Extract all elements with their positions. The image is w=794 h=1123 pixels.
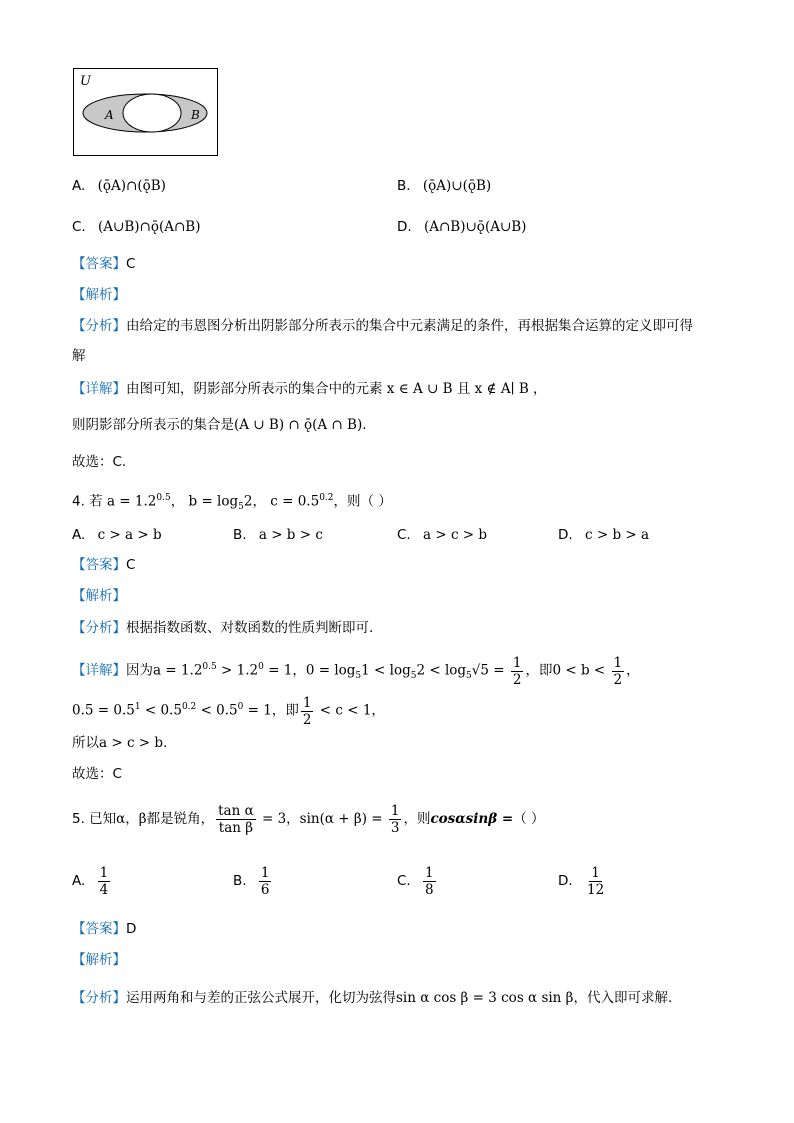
detail-math: = 1	[243, 702, 272, 719]
q4-analysis-heading	[72, 586, 126, 606]
choose-text: 故选：C	[72, 766, 122, 782]
q3-fenxi-line1	[72, 316, 693, 336]
q3-choose	[72, 452, 126, 472]
fraction-one-half	[301, 695, 314, 728]
sep: ，	[125, 811, 139, 827]
frac-den: 2	[613, 671, 623, 688]
option-expression: c > b > a	[584, 527, 650, 543]
frac-num: tan α	[218, 803, 254, 819]
stem-math: 2	[243, 493, 253, 510]
frac-num: 1	[613, 654, 623, 671]
detail-math: 2 < log	[416, 662, 467, 679]
fenxi-text: 根据指数函数、对数函数的性质判断即可.	[126, 620, 374, 636]
detail-math: 0.5 = 0.5	[72, 702, 135, 719]
detail-text: ，即	[271, 702, 299, 719]
fenxi-math: sin α cos β = 3 cos α sin β	[396, 990, 574, 1006]
q4-fenxi	[72, 618, 373, 638]
option-fraction	[98, 865, 111, 898]
q5-fenxi	[72, 988, 672, 1008]
frac-den: 3	[390, 820, 400, 836]
frac-den: 4	[99, 882, 109, 898]
answer-value: C	[126, 557, 136, 573]
detail-math: 0 = log	[305, 662, 356, 679]
q5-option-b	[233, 862, 273, 900]
q4-option-d	[558, 525, 649, 545]
fenxi-text: 运用两角和与差的正弦公式展开，化切为弦得	[126, 990, 396, 1006]
frac-den: tan β	[218, 820, 254, 836]
detail-text: ，	[371, 702, 385, 719]
detail-tag: 【详解】	[72, 662, 126, 679]
option-expression: a > c > b	[423, 527, 488, 543]
q4-detail-line1	[72, 650, 640, 693]
stem-math: a = 1.2	[106, 493, 157, 510]
stem-math: sin(α + β) =	[299, 811, 387, 827]
option-letter: D.	[558, 527, 573, 543]
detail-text: 所以	[72, 735, 99, 751]
q5-option-d	[558, 862, 608, 900]
detail-text: ，	[533, 381, 547, 397]
fraction-one-third	[389, 803, 402, 836]
q4-option-a	[72, 525, 162, 545]
detail-text: 且	[456, 381, 471, 397]
detail-math: 0 < b <	[552, 662, 610, 679]
q4-detail-line2	[72, 690, 385, 728]
fenxi-tag: 【分析】	[72, 620, 126, 636]
detail-math: x ∈ A ∪ B	[386, 381, 453, 397]
stem-math: = 3	[257, 811, 287, 827]
fenxi-text-cont: 解	[72, 348, 86, 364]
q3-option-d	[397, 217, 526, 237]
fenxi-tag: 【分析】	[72, 318, 126, 334]
detail-exp: 1	[134, 702, 141, 712]
detail-exp: 0	[237, 702, 244, 712]
frac-num: 1	[260, 865, 270, 881]
option-expression: (A∩B)∪ǭ(A∪B)	[423, 219, 527, 235]
q5-stem	[72, 800, 544, 838]
q3-detail-line2	[72, 415, 367, 435]
q3-option-c	[72, 217, 201, 237]
detail-text: 由图可知，阴影部分所表示的集合中的元素	[126, 381, 383, 397]
detail-math: a > c > b	[99, 735, 164, 751]
sep: ，	[170, 493, 185, 510]
venn-label-u: U	[80, 74, 91, 89]
detail-tag: 【详解】	[72, 381, 126, 397]
venn-label-a: A	[105, 108, 114, 122]
option-expression: (ǭA)∪(ǭB)	[422, 178, 492, 194]
detail-text: .	[362, 417, 367, 433]
option-fraction	[423, 865, 436, 898]
detail-math: x ∉ A∣ B	[474, 381, 529, 397]
q4-option-b	[233, 525, 323, 545]
detail-text: ，即	[525, 662, 553, 679]
stem-exp: 0.5	[156, 493, 171, 503]
frac-num: 1	[425, 865, 434, 881]
answer-tag: 【答案】	[72, 256, 126, 272]
detail-math: √5 =	[471, 662, 509, 679]
stem-math: c = 0.5	[270, 493, 320, 510]
fenxi-text: 由给定的韦恩图分析出阴影部分所表示的集合中元素满足的条件，再根据集合运算的定义即可得	[126, 318, 693, 334]
analysis-tag: 【解析】	[72, 287, 126, 303]
stem-suffix: （ ）	[513, 811, 545, 827]
q3-analysis-heading	[72, 285, 126, 305]
detail-exp: 0.2	[181, 702, 197, 712]
q3-option-a	[72, 176, 166, 196]
option-letter: B.	[397, 178, 411, 194]
q5-analysis-heading	[72, 950, 126, 970]
option-expression: (A∪B)∩ǭ(A∩B)	[98, 219, 201, 235]
option-expression: a > b > c	[258, 527, 323, 543]
answer-tag: 【答案】	[72, 557, 126, 573]
detail-math: = 1	[263, 662, 293, 679]
analysis-tag: 【解析】	[72, 952, 126, 968]
frac-num: 1	[512, 654, 522, 671]
option-expression: (ǭA)∩(ǭB)	[97, 178, 166, 194]
option-letter: A.	[72, 873, 86, 889]
fraction-one-half	[612, 655, 625, 688]
stem-target: cosαsinβ =	[430, 811, 514, 827]
frac-den: 12	[586, 882, 605, 898]
option-expression: c > a > b	[97, 527, 162, 543]
choose-text: 故选：C.	[72, 454, 127, 470]
option-letter: D.	[397, 219, 412, 235]
stem-text: ，则	[403, 811, 431, 827]
fraction-tan-ratio	[216, 803, 256, 836]
option-letter: A.	[72, 178, 86, 194]
q5-option-c	[397, 862, 438, 900]
detail-math: < 0.5	[140, 702, 182, 719]
sep: ，	[252, 493, 266, 510]
answer-value: D	[126, 921, 137, 937]
option-letter: C.	[397, 527, 411, 543]
q3-answer	[72, 254, 135, 274]
q4-stem	[72, 488, 392, 517]
stem-text: 都是锐角，	[146, 811, 215, 827]
detail-text: 因为	[126, 662, 153, 679]
detail-math: (A ∪ B) ∩ ǭ(A ∩ B)	[234, 417, 363, 433]
q3-fenxi-line2	[72, 346, 86, 366]
detail-exp: 0.5	[202, 662, 217, 672]
frac-num: 1	[99, 865, 109, 881]
detail-math: > 1.2	[216, 662, 259, 679]
answer-value: C	[126, 256, 136, 272]
option-letter: C.	[72, 219, 86, 235]
q4-option-c	[397, 525, 487, 545]
option-letter: B.	[233, 527, 247, 543]
venn-diagram	[73, 68, 219, 158]
option-letter: D.	[558, 873, 573, 889]
detail-math: < 0.5	[196, 702, 238, 719]
stem-sub: 5	[238, 502, 244, 513]
q5-answer	[72, 919, 136, 939]
frac-den: 8	[425, 882, 434, 898]
frac-num: 1	[591, 865, 600, 881]
frac-den: 6	[260, 882, 270, 898]
sep: ，	[626, 662, 640, 679]
option-letter: B.	[233, 873, 247, 889]
option-fraction	[585, 865, 606, 898]
analysis-tag: 【解析】	[72, 588, 126, 604]
frac-num: 1	[302, 694, 312, 711]
q3-detail-line1	[72, 379, 547, 399]
option-letter: A.	[72, 527, 86, 543]
answer-tag: 【答案】	[72, 921, 126, 937]
detail-text: .	[163, 735, 168, 751]
detail-sub: 5	[355, 671, 362, 682]
detail-math: a = 1.2	[153, 662, 203, 679]
option-fraction	[259, 865, 272, 898]
question-number: 5. 已知	[72, 811, 117, 827]
detail-exp: 0	[258, 662, 264, 672]
stem-math: b = log	[188, 493, 239, 510]
stem-math: α	[116, 811, 126, 827]
detail-math: 1 < log	[361, 662, 411, 679]
detail-text: 则阴影部分所表示的集合是	[72, 417, 234, 433]
frac-num: 1	[390, 803, 400, 819]
venn-label-b: B	[191, 108, 200, 122]
option-letter: C.	[397, 873, 411, 889]
q4-answer	[72, 555, 135, 575]
stem-exp: 0.2	[319, 493, 334, 503]
q4-so	[72, 733, 167, 753]
sep: ，	[292, 662, 306, 679]
fenxi-tag: 【分析】	[72, 990, 126, 1006]
stem-math: β	[138, 811, 147, 827]
fenxi-text: ，代入即可求解.	[573, 990, 673, 1006]
sep: ，	[286, 811, 300, 827]
frac-den: 2	[512, 671, 522, 688]
detail-sub: 5	[466, 671, 472, 682]
q5-option-a	[72, 862, 112, 900]
frac-den: 2	[302, 711, 312, 728]
q4-choose	[72, 764, 122, 784]
stem-suffix: ，则（ ）	[333, 493, 392, 510]
venn-intersection-region	[123, 94, 181, 132]
question-number: 4. 若	[72, 493, 103, 510]
detail-sub: 5	[410, 671, 417, 682]
fraction-one-half	[511, 655, 524, 688]
detail-math: < c < 1	[315, 702, 372, 719]
q3-option-b	[397, 176, 491, 196]
